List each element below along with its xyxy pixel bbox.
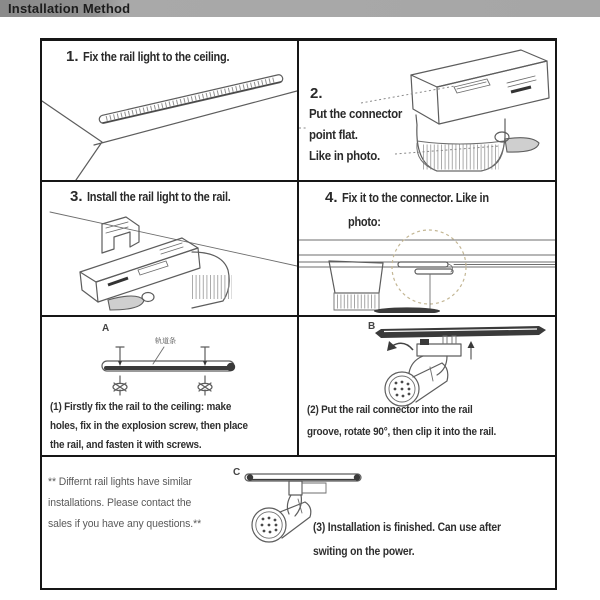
step1-title bbox=[66, 48, 249, 66]
led-dots bbox=[394, 381, 411, 398]
instruction-table bbox=[40, 38, 557, 590]
note-line1: ** Differnt rail lights have similar bbox=[48, 476, 192, 488]
panel-step4 bbox=[299, 182, 555, 315]
note-line2: installations. Please contact the bbox=[48, 497, 192, 509]
rail-part-label: 轨道条 bbox=[155, 338, 176, 345]
stepC-caption-line1: (3) Installation is finished. Can use after bbox=[313, 522, 501, 534]
panel-step2 bbox=[299, 41, 555, 180]
step2-line1: Put the connector bbox=[309, 107, 403, 121]
stepB-caption-line1: (2) Put the rail connector into the rail bbox=[307, 404, 473, 416]
panelB-label: B bbox=[368, 321, 376, 332]
panel-stepC bbox=[42, 457, 555, 588]
panelA-label: A bbox=[102, 323, 110, 334]
stepA-caption-line3: the rail, and fasten it with screws. bbox=[50, 439, 202, 451]
stepA-caption-line1: (1) Firstly fix the rail to the ceiling: make bbox=[50, 401, 232, 413]
row-2 bbox=[42, 182, 555, 317]
row-4 bbox=[42, 457, 555, 588]
step1-text: Fix the rail light to the ceiling. bbox=[82, 50, 230, 64]
header-bar bbox=[0, 0, 600, 17]
panel-stepA bbox=[42, 317, 299, 455]
step4-title bbox=[325, 189, 509, 207]
led-dots bbox=[261, 517, 278, 534]
step1-number: 1. bbox=[66, 48, 79, 65]
stepA-caption-line2: holes, fix in the explosion screw, then place bbox=[50, 420, 248, 432]
stepC-caption-line2: switing on the power. bbox=[313, 546, 415, 558]
panel-stepB bbox=[299, 317, 555, 455]
row-3 bbox=[42, 317, 555, 457]
step3-text: Install the rail light to the rail. bbox=[86, 190, 231, 204]
page-title: Installation Method bbox=[8, 1, 131, 16]
panelC-label: C bbox=[233, 467, 241, 478]
step3-number: 3. bbox=[70, 188, 83, 205]
step2-number-wrap bbox=[310, 85, 323, 103]
step3-title bbox=[70, 188, 250, 206]
step2-line2: point flat. bbox=[309, 128, 358, 142]
step4-number: 4. bbox=[325, 189, 338, 206]
stepB-caption-line2: groove, rotate 90°, then clip it into the rail. bbox=[307, 426, 497, 438]
panel-step1 bbox=[42, 41, 299, 180]
step2-line3: Like in photo. bbox=[309, 149, 380, 163]
row-1 bbox=[42, 41, 555, 182]
step4-text-line2: photo: bbox=[348, 215, 381, 229]
step2-number: 2. bbox=[310, 85, 323, 102]
anchor-icon bbox=[113, 376, 212, 395]
note-line3: sales if you have any questions.** bbox=[48, 518, 202, 530]
panel-step3 bbox=[42, 182, 299, 315]
step4-text-line1: Fix it to the connector. Like in bbox=[341, 191, 489, 205]
